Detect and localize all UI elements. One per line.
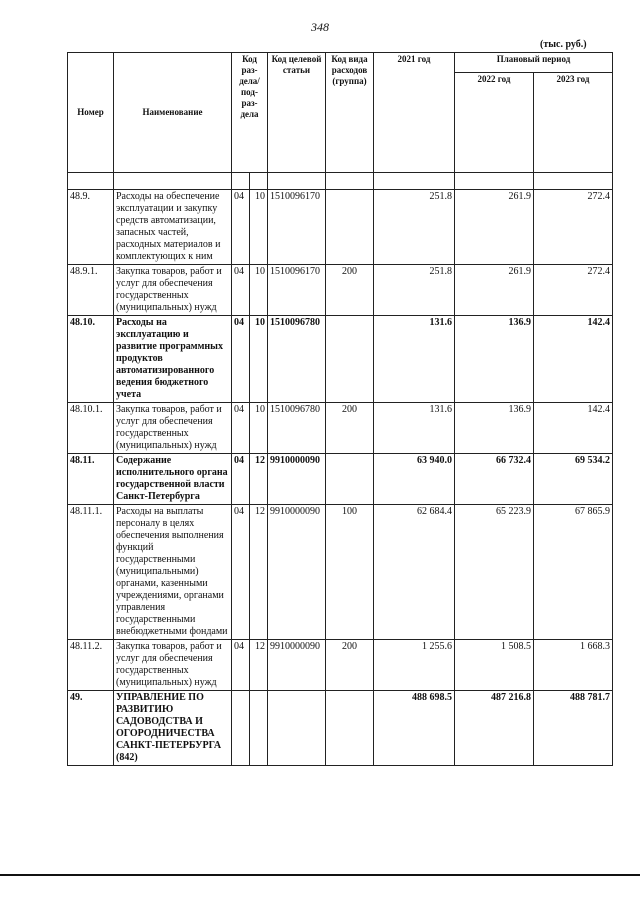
row-name: Закупка товаров, работ и услуг для обеспечения государственных (муниципальных) нужд: [114, 640, 232, 691]
table-row: [68, 316, 613, 403]
row-section: [232, 691, 250, 766]
header-plan-period: Плановый период: [455, 53, 613, 73]
table-row: [68, 505, 613, 640]
header-name: Наименование: [114, 53, 232, 173]
row-section: 04: [232, 316, 250, 403]
row-expense-type: [326, 190, 374, 265]
table-row: [68, 265, 613, 316]
header-year-2022: 2022 год: [455, 73, 534, 173]
row-target-code: 9910000090: [268, 640, 326, 691]
row-name: Расходы на обеспечение эксплуатации и закупку средств автоматизации, запасных частей, расходных материалов и комплектующих к ним: [114, 190, 232, 265]
row-amount-2022: 136.9: [455, 403, 534, 454]
table-row: [68, 691, 613, 766]
row-target-code: 9910000090: [268, 454, 326, 505]
row-target-code: 1510096170: [268, 265, 326, 316]
row-target-code: 1510096780: [268, 403, 326, 454]
table-row: [68, 190, 613, 265]
row-number: 48.9.1.: [68, 265, 114, 316]
row-amount-2023: 488 781.7: [534, 691, 613, 766]
header-spacer-row: [68, 173, 613, 190]
header-year-2023: 2023 год: [534, 73, 613, 173]
table-row: [68, 640, 613, 691]
row-target-code: 1510096170: [268, 190, 326, 265]
row-number: 48.10.1.: [68, 403, 114, 454]
row-number: 48.11.1.: [68, 505, 114, 640]
row-expense-type: [326, 316, 374, 403]
row-target-code: 9910000090: [268, 505, 326, 640]
row-subsection: 10: [250, 265, 268, 316]
row-amount-2022: 65 223.9: [455, 505, 534, 640]
row-expense-type: 100: [326, 505, 374, 640]
row-subsection: 10: [250, 190, 268, 265]
row-section: 04: [232, 190, 250, 265]
header-expense-type-code: Код вида расходов (группа): [326, 53, 374, 173]
table-row: [68, 454, 613, 505]
table-header: [68, 53, 613, 190]
row-amount-2022: 487 216.8: [455, 691, 534, 766]
row-amount-2021: 63 940.0: [374, 454, 455, 505]
budget-table: [67, 52, 613, 766]
row-amount-2022: 66 732.4: [455, 454, 534, 505]
row-amount-2021: 131.6: [374, 403, 455, 454]
units-label: (тыс. руб.): [540, 39, 587, 50]
row-amount-2021: 1 255.6: [374, 640, 455, 691]
row-amount-2021: 251.8: [374, 190, 455, 265]
row-section: 04: [232, 640, 250, 691]
row-amount-2023: 272.4: [534, 190, 613, 265]
row-expense-type: 200: [326, 265, 374, 316]
header-number: Номер: [68, 53, 114, 173]
row-name: Закупка товаров, работ и услуг для обеспечения государственных (муниципальных) нужд: [114, 265, 232, 316]
row-section: 04: [232, 265, 250, 316]
header-target-code: Код целевой статьи: [268, 53, 326, 173]
row-subsection: 12: [250, 454, 268, 505]
row-amount-2021: 251.8: [374, 265, 455, 316]
table-row: [68, 403, 613, 454]
row-name: Закупка товаров, работ и услуг для обеспечения государственных (муниципальных) нужд: [114, 403, 232, 454]
row-target-code: 1510096780: [268, 316, 326, 403]
row-expense-type: 200: [326, 403, 374, 454]
row-subsection: 12: [250, 640, 268, 691]
row-number: 48.9.: [68, 190, 114, 265]
row-name: Расходы на выплаты персоналу в целях обеспечения выполнения функций государственными (муниципальными) органами, казенными учреждениями, органами управления государственными внебюджетными фондами: [114, 505, 232, 640]
row-amount-2021: 131.6: [374, 316, 455, 403]
row-name: Содержание исполнительного органа государственной власти Санкт-Петербурга: [114, 454, 232, 505]
row-subsection: 12: [250, 505, 268, 640]
row-amount-2023: 1 668.3: [534, 640, 613, 691]
row-amount-2021: 488 698.5: [374, 691, 455, 766]
row-subsection: 10: [250, 316, 268, 403]
header-year-2021: 2021 год: [374, 53, 455, 173]
row-section: 04: [232, 403, 250, 454]
row-section: 04: [232, 454, 250, 505]
row-amount-2023: 69 534.2: [534, 454, 613, 505]
row-amount-2022: 261.9: [455, 265, 534, 316]
row-expense-type: 200: [326, 640, 374, 691]
row-expense-type: [326, 454, 374, 505]
row-expense-type: [326, 691, 374, 766]
row-amount-2023: 142.4: [534, 316, 613, 403]
row-amount-2022: 261.9: [455, 190, 534, 265]
row-number: 48.11.: [68, 454, 114, 505]
page-bottom-border: [0, 874, 640, 876]
row-amount-2023: 272.4: [534, 265, 613, 316]
row-number: 49.: [68, 691, 114, 766]
row-section: 04: [232, 505, 250, 640]
header-section-code: Код раз-дела/ под-раз-дела: [232, 53, 268, 173]
page-number: 348: [311, 20, 329, 34]
row-target-code: [268, 691, 326, 766]
table-body: [68, 190, 613, 766]
row-amount-2023: 142.4: [534, 403, 613, 454]
row-name: УПРАВЛЕНИЕ ПО РАЗВИТИЮ САДОВОДСТВА И ОГОРОДНИЧЕСТВА САНКТ-ПЕТЕРБУРГА (842): [114, 691, 232, 766]
row-amount-2021: 62 684.4: [374, 505, 455, 640]
row-subsection: 10: [250, 403, 268, 454]
row-name: Расходы на эксплуатацию и развитие программных продуктов автоматизированного ведения бюджетного учета: [114, 316, 232, 403]
row-subsection: [250, 691, 268, 766]
row-number: 48.10.: [68, 316, 114, 403]
row-amount-2023: 67 865.9: [534, 505, 613, 640]
row-amount-2022: 1 508.5: [455, 640, 534, 691]
row-amount-2022: 136.9: [455, 316, 534, 403]
row-number: 48.11.2.: [68, 640, 114, 691]
